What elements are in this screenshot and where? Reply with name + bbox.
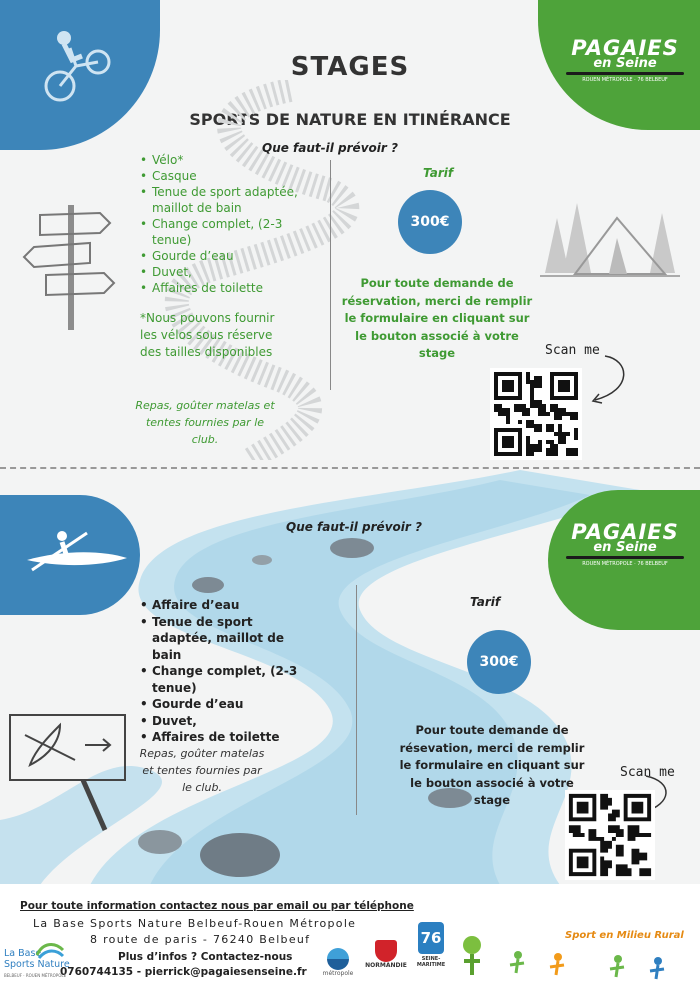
qr-code-icon bbox=[490, 368, 582, 460]
metropole-logo bbox=[318, 948, 358, 977]
section2-question: Que faut-il prévoir ? bbox=[286, 520, 422, 534]
section2-tarif-label: Tarif bbox=[470, 595, 501, 609]
page-title: STAGES bbox=[290, 52, 410, 82]
section2-equipment-list bbox=[140, 597, 315, 746]
section1-booking-text: Pour toute demande de réservation, merci de remplir le formulaire en cliquant sur le bouton associé à votre stage bbox=[341, 276, 533, 360]
pagaies-logo-bottom bbox=[560, 520, 690, 567]
metropole-circle-icon bbox=[327, 948, 349, 970]
list-item: • Change complet, (2-3 tenue) bbox=[140, 663, 315, 696]
scan-arrow-icon bbox=[585, 350, 635, 410]
section1-price-badge: 300€ bbox=[398, 190, 462, 254]
section1-meals-note: Repas, goûter matelas et tentes fournies par le club. bbox=[135, 399, 275, 446]
section2-qr-code[interactable] bbox=[565, 790, 655, 880]
list-item: • Duvet, bbox=[140, 713, 315, 730]
section1-qr-code[interactable] bbox=[490, 368, 582, 460]
list-item: • Duvet, bbox=[140, 264, 310, 280]
section1-scan-label: Scan me bbox=[545, 343, 600, 358]
section2-scan-label: Scan me bbox=[620, 765, 675, 780]
kayak-sign-icon bbox=[5, 705, 135, 835]
footer-org-name: La Base Sports Nature Belbeuf-Rouen Métropole bbox=[33, 917, 357, 930]
footer-address: 8 route de paris - 76240 Belbeuf bbox=[90, 933, 311, 946]
logo-tagline: ROUEN MÉTROPOLE · 76 BELBEUF bbox=[582, 77, 668, 83]
sport-milieu-rural-label: Sport en Milieu Rural bbox=[565, 930, 684, 941]
section1-tarif-label: Tarif bbox=[423, 166, 454, 180]
normandie-shield-icon bbox=[375, 940, 397, 962]
section2-divider-line bbox=[356, 585, 357, 815]
bike-rental-note: *Nous pouvons fournir les vélos sous réserve des tailles disponibles bbox=[140, 311, 275, 359]
logo-name-2: en Seine bbox=[593, 540, 657, 555]
base-logo-swirl-icon bbox=[35, 940, 65, 960]
tent-campsite-icon bbox=[535, 178, 685, 288]
signpost-icon bbox=[20, 195, 120, 335]
list-item: • Tenue de sport adaptée, maillot de bain bbox=[140, 184, 310, 216]
kayak-icon bbox=[22, 528, 132, 578]
qr-code-icon bbox=[565, 790, 655, 880]
list-item: • Affaires de toilette bbox=[140, 729, 315, 746]
metropole-label: métropole bbox=[322, 970, 354, 977]
list-item: • Casque bbox=[140, 168, 310, 184]
normandie-logo bbox=[362, 940, 410, 969]
section1-question: Que faut-il prévoir ? bbox=[262, 141, 398, 155]
section-divider bbox=[0, 467, 700, 469]
list-item: • Gourde d’eau bbox=[140, 696, 315, 713]
logo-name: PAGAIES bbox=[571, 36, 679, 60]
section2-booking-text: Pour toute demande de résevation, merci de remplir le formulaire en cliquant sur le bouton associé à votre stage bbox=[399, 723, 585, 807]
base-logo-line1: La Base bbox=[4, 948, 42, 959]
seine-maritime-logo bbox=[408, 922, 454, 968]
section1-equipment-list bbox=[140, 152, 310, 296]
list-item: • Vélo* bbox=[140, 152, 310, 168]
base-logo-line3: BELBEUF · ROUEN MÉTROPOLE bbox=[4, 973, 67, 978]
list-item: • Gourde d’eau bbox=[140, 248, 310, 264]
page-subtitle: SPORTS DE NATURE EN ITINÉRANCE bbox=[189, 110, 511, 129]
section2-price-badge: 300€ bbox=[467, 630, 531, 694]
seine-maritime-label: SEINE-MARITIME bbox=[416, 956, 446, 968]
section2-meals-note: Repas, goûter matelas et tentes fournies par le club. bbox=[139, 747, 265, 794]
logo-paddle bbox=[566, 556, 684, 559]
list-item: • Tenue de sport adaptée, maillot de bain bbox=[140, 614, 315, 664]
list-item: • Change complet, (2-3 tenue) bbox=[140, 216, 310, 248]
list-item: • Affaires de toilette bbox=[140, 280, 310, 296]
footer-more-info: Plus d’infos ? Contactez-nous bbox=[118, 951, 293, 963]
logo-tagline: ROUEN MÉTROPOLE · 76 BELBEUF bbox=[582, 561, 668, 567]
seine-maritime-number: 76 bbox=[418, 922, 444, 954]
logo-name: PAGAIES bbox=[571, 520, 679, 544]
footer-contact[interactable]: 0760744135 - pierrick@pagaiesenseine.fr bbox=[60, 966, 307, 978]
footer-info-line: Pour toute information contactez nous par email ou par téléphone bbox=[20, 900, 414, 912]
logo-name-2: en Seine bbox=[593, 56, 657, 71]
section1-divider-line bbox=[330, 160, 331, 390]
normandie-label: NORMANDIE bbox=[365, 962, 407, 969]
list-item: • Affaire d’eau bbox=[140, 597, 315, 614]
base-logo-line2: Sports Nature bbox=[4, 959, 70, 970]
